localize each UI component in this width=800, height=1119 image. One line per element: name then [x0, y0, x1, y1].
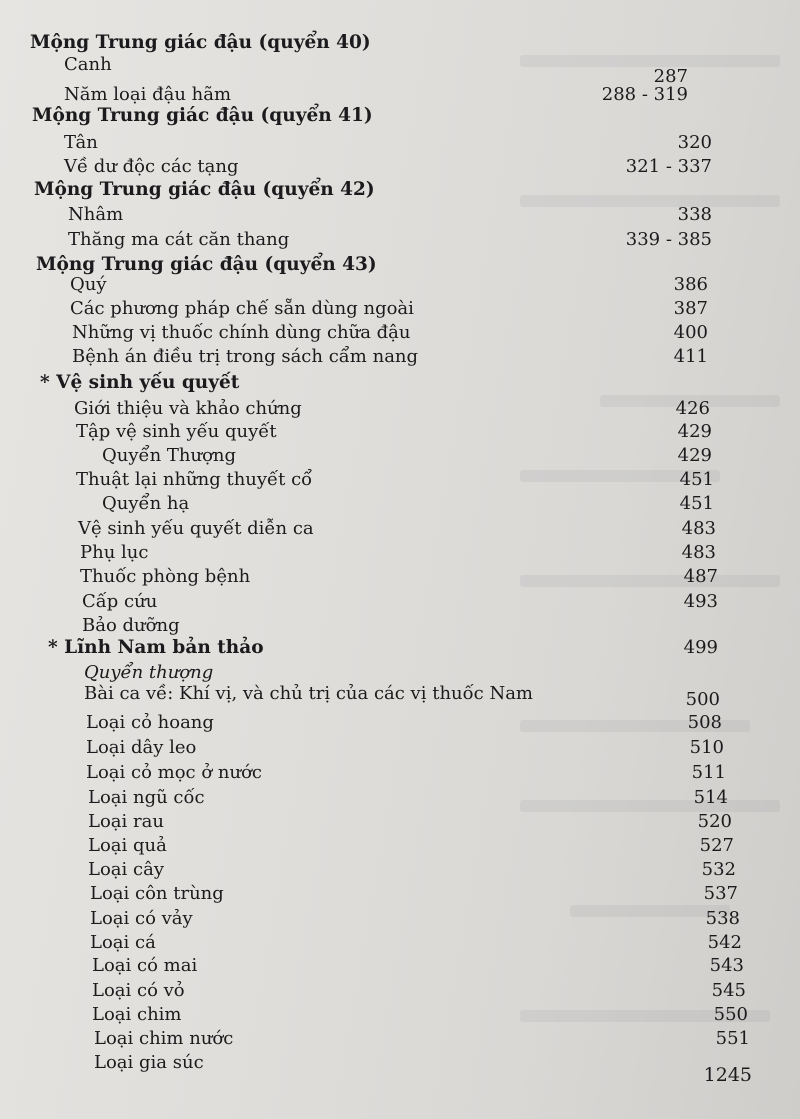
toc-entry	[0, 589, 800, 615]
toc-entry	[0, 272, 800, 298]
toc-entry-page: 508	[687, 712, 722, 733]
toc-entry-title: Loại chim nước	[94, 1028, 234, 1049]
toc-section-heading	[0, 635, 800, 661]
toc-section-heading	[0, 103, 800, 129]
toc-entry-page: 386	[673, 274, 708, 295]
toc-entry-title: Loại cây	[88, 859, 164, 880]
toc-entry-page: 400	[673, 322, 708, 343]
toc-entry	[0, 443, 800, 469]
toc-entry-title: Thuật lại những thuyết cổ	[76, 469, 313, 490]
toc-entry-title: Mộng Trung giác đậu (quyển 41)	[32, 105, 373, 126]
toc-entry-title: Về dư độc các tạng	[64, 156, 239, 177]
toc-entry-page: 543	[709, 955, 744, 976]
toc-entry-title: Loại chim	[92, 1004, 182, 1025]
toc-entry	[0, 833, 800, 859]
toc-entry-page: 542	[707, 932, 742, 953]
toc-entry-title: Loại cỏ hoang	[86, 712, 214, 733]
toc-entry-title: Quyển thượng	[84, 662, 214, 683]
toc-entry-page: 500	[685, 689, 720, 710]
toc-entry-title: Quyển Thượng	[102, 445, 237, 466]
toc-entry-title: Loại cá	[90, 932, 156, 953]
toc-entry	[0, 419, 800, 445]
toc-entry-page: 321 - 337	[625, 156, 712, 177]
toc-entry-title: Loại gia súc	[94, 1052, 204, 1073]
toc-entry	[0, 906, 800, 932]
toc-entry	[0, 760, 800, 786]
toc-entry	[0, 978, 800, 1004]
toc-entry-page: 426	[675, 398, 710, 419]
toc-entry	[0, 227, 800, 253]
page-number: 1245	[703, 1064, 752, 1086]
toc-entry-page: 339 - 385	[625, 229, 712, 250]
toc-entry-title: Quý	[70, 274, 107, 295]
toc-entry-page: 532	[701, 859, 736, 880]
toc-entry	[0, 1002, 800, 1028]
toc-entry-title: * Lĩnh Nam bản thảo	[48, 637, 264, 658]
toc-entry-title: Bảo dưỡng	[82, 615, 180, 636]
toc-entry-title: Loại côn trùng	[90, 883, 224, 904]
toc-entry	[0, 467, 800, 493]
toc-entry-page: 514	[693, 787, 728, 808]
toc-entry	[0, 953, 800, 979]
toc-entry-page: 338	[677, 204, 712, 225]
toc-entry-title: Loại cỏ mọc ở nước	[86, 762, 263, 783]
toc-entry-title: Mộng Trung giác đậu (quyển 43)	[36, 254, 377, 275]
toc-entry	[0, 320, 800, 346]
toc-entry-page: 537	[703, 883, 738, 904]
toc-entry-page: 545	[711, 980, 746, 1001]
toc-entry-page: 527	[699, 835, 734, 856]
toc-entry	[0, 344, 800, 370]
toc-entry-title: Mộng Trung giác đậu (quyển 40)	[30, 32, 371, 53]
toc-entry-title: Loại ngũ cốc	[88, 787, 205, 808]
toc-entry-title: Loại rau	[88, 811, 164, 832]
toc-entry-title: Các phương pháp chế sẵn dùng ngoài	[70, 298, 414, 319]
toc-entry-page: 510	[689, 737, 724, 758]
toc-entry-title: Quyển hạ	[102, 493, 190, 514]
toc-entry-title: Loại quả	[88, 835, 167, 856]
toc-entry-title: Loại có mai	[92, 955, 198, 976]
toc-entry-page: 483	[681, 518, 716, 539]
toc-entry-page: 429	[677, 445, 712, 466]
toc-section-heading	[0, 177, 800, 203]
toc-entry-title: Tân	[64, 132, 98, 153]
toc-entry-title: Vệ sinh yếu quyết diễn ca	[78, 518, 314, 539]
toc-entry-page: 550	[713, 1004, 748, 1025]
toc-entry-page: 551	[715, 1028, 750, 1049]
toc-entry-page: 487	[683, 566, 718, 587]
toc-entry-page: 288 - 319	[601, 84, 688, 105]
toc-entry-title: Năm loại đậu hãm	[64, 84, 232, 105]
toc-entry-title: Loại dây leo	[86, 737, 197, 758]
toc-entry-page: 411	[673, 346, 708, 367]
toc-entry-page: 387	[673, 298, 708, 319]
toc-entry-title: Tập vệ sinh yếu quyết	[76, 421, 277, 442]
toc-entry	[0, 857, 800, 883]
toc-entry	[0, 491, 800, 517]
toc-section-heading	[0, 370, 800, 396]
toc-entry-page: 451	[679, 493, 714, 514]
toc-entry	[0, 809, 800, 835]
toc-entry-page: 429	[677, 421, 712, 442]
toc-entry-title: Cấp cứu	[82, 591, 158, 612]
toc-entry-page: 320	[677, 132, 712, 153]
toc-entry	[0, 202, 800, 228]
toc-entry-title: Thăng ma cát căn thang	[68, 229, 290, 250]
toc-entry-page: 499	[683, 637, 718, 658]
toc-entry	[0, 130, 800, 156]
toc-entry-title: Giới thiệu và khảo chứng	[74, 398, 302, 419]
toc-entry-page: 451	[679, 469, 714, 490]
toc-entry-page: 493	[683, 591, 718, 612]
toc-entry	[0, 1026, 800, 1052]
toc-entry	[0, 785, 800, 811]
toc-entry-title: Nhâm	[68, 204, 124, 225]
toc-entry	[0, 710, 800, 736]
toc-entry	[0, 1050, 800, 1076]
toc-entry-title: Mộng Trung giác đậu (quyển 42)	[34, 179, 375, 200]
toc-entry-title: Loại có vảy	[90, 908, 193, 929]
toc-entry-title: Canh	[64, 54, 112, 75]
toc-entry	[0, 881, 800, 907]
toc-entry	[0, 735, 800, 761]
toc-entry-title: Phụ lục	[80, 542, 149, 563]
toc-entry-title: * Vệ sinh yếu quyết	[40, 372, 240, 393]
toc-entry-title: Bệnh án điều trị trong sách cẩm nang	[72, 346, 419, 367]
toc-entry-page: 287	[653, 66, 688, 87]
toc-entry-title: Thuốc phòng bệnh	[80, 566, 251, 587]
toc-entry	[0, 516, 800, 542]
toc-entry	[0, 296, 800, 322]
toc-entry-page: 520	[697, 811, 732, 832]
toc-entry-page: 483	[681, 542, 716, 563]
toc-entry-title: Những vị thuốc chính dùng chữa đậu	[72, 322, 411, 343]
toc-entry	[0, 564, 800, 590]
toc-entry-page: 511	[691, 762, 726, 783]
toc-entry-title: Loại có vỏ	[92, 980, 185, 1001]
toc-entry-title: Bài ca về: Khí vị, và chủ trị của các vị thuốc Nam	[84, 683, 533, 704]
toc-entry	[0, 540, 800, 566]
toc-entry-page: 538	[705, 908, 740, 929]
